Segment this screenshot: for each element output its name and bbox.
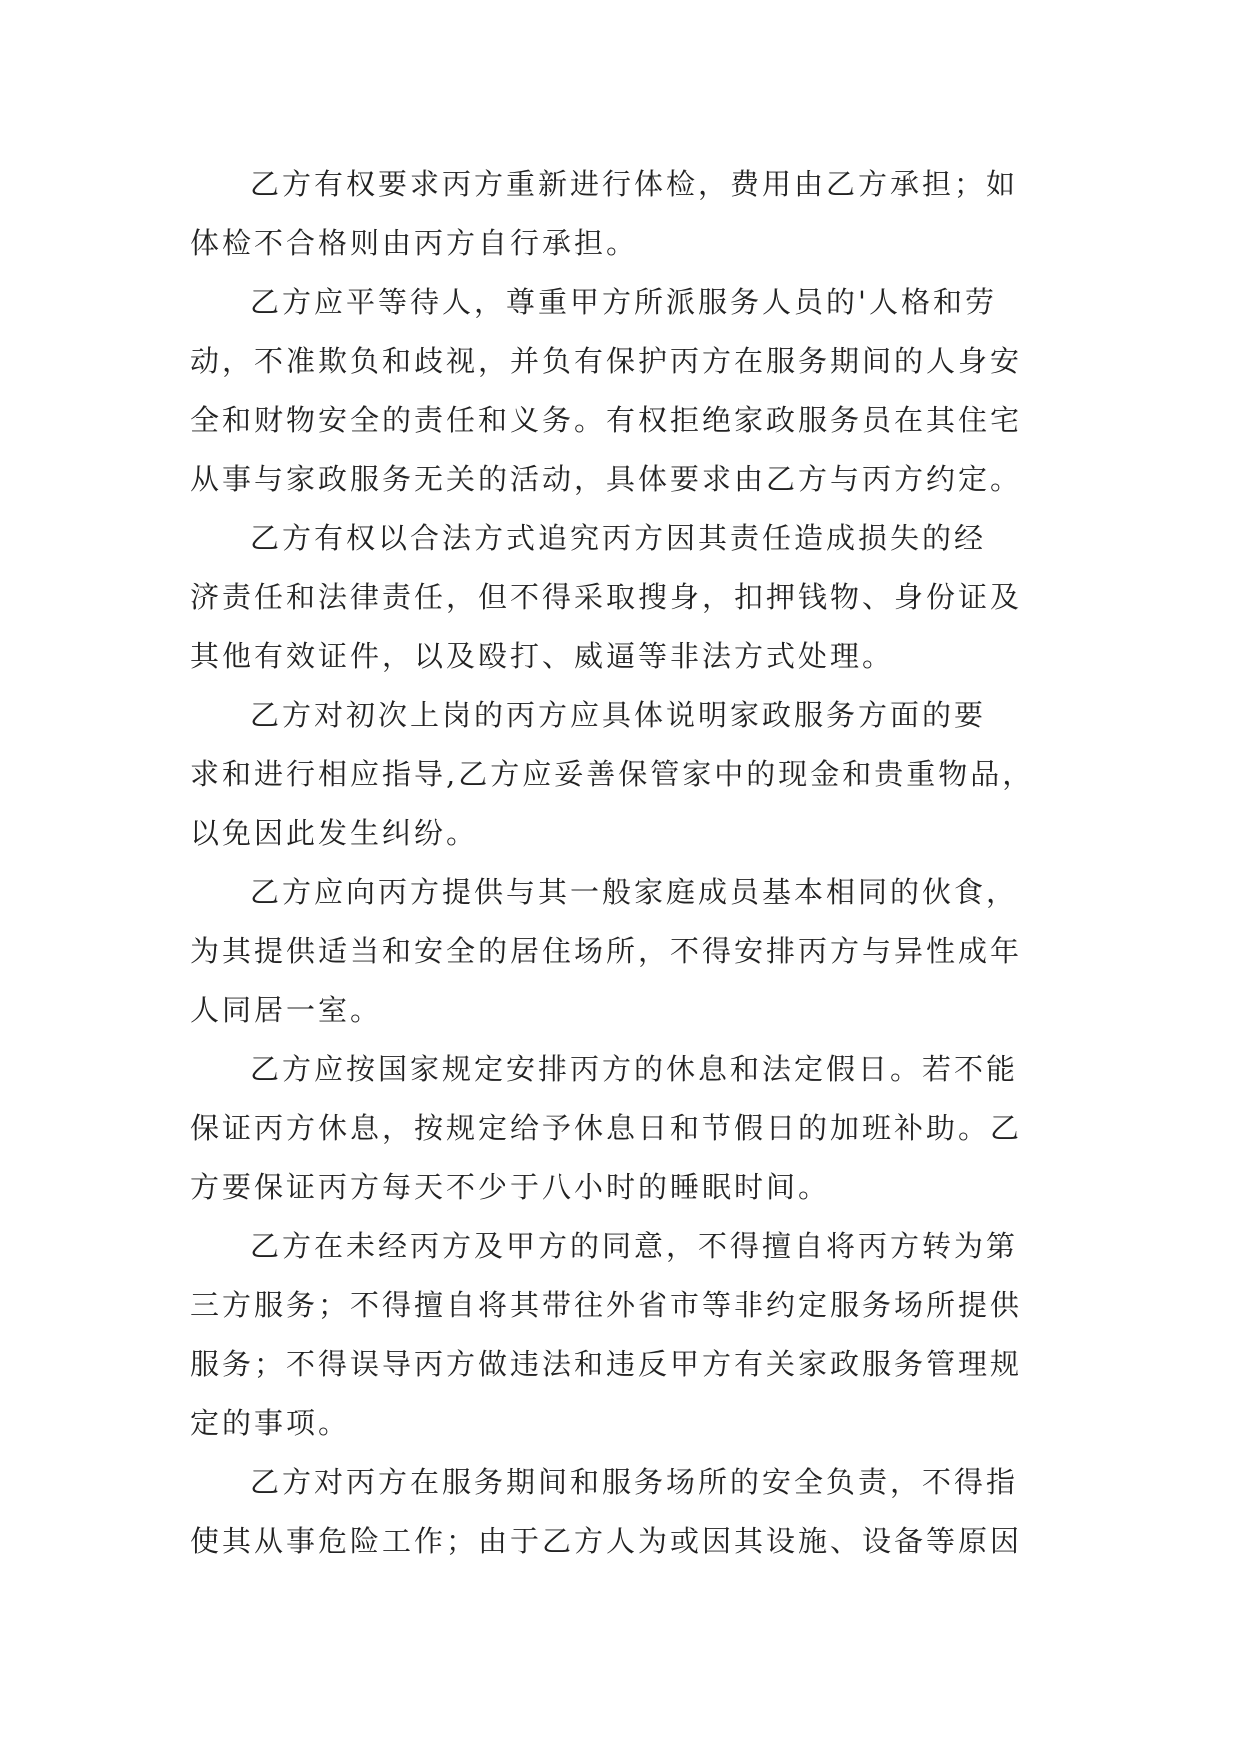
- paragraph-line: 乙方应按国家规定安排丙方的休息和法定假日。若不能: [250, 1052, 1019, 1086]
- paragraph-line: 使其从事危险工作；由于乙方人为或因其设施、设备等原因: [190, 1524, 1023, 1558]
- paragraph-line: 服务；不得误导丙方做违法和违反甲方有关家政服务管理规: [190, 1347, 1023, 1381]
- paragraph-line: 方要保证丙方每天不少于八小时的睡眠时间。: [190, 1170, 831, 1204]
- paragraph-line: 三方服务；不得擅自将其带往外省市等非约定服务场所提供: [190, 1288, 1023, 1322]
- paragraph-7: [190, 1217, 1050, 1453]
- paragraph-line: 动，不准欺负和歧视，并负有保护丙方在服务期间的人身安: [190, 344, 1023, 378]
- paragraph-5: [190, 863, 1050, 1040]
- paragraph-1: [190, 155, 1050, 273]
- paragraph-line: 定的事项。: [190, 1406, 351, 1440]
- paragraph-line: 乙方有权以合法方式追究丙方因其责任造成损失的经: [250, 521, 987, 555]
- paragraph-2: [190, 273, 1050, 509]
- paragraph-line: 乙方有权要求丙方重新进行体检，费用由乙方承担；如: [250, 167, 1019, 201]
- paragraph-line: 求和进行相应指导,乙方应妥善保管家中的现金和贵重物品，: [190, 757, 1035, 791]
- paragraph-line: 其他有效证件，以及殴打、威逼等非法方式处理。: [190, 639, 895, 673]
- paragraph-line: 济责任和法律责任，但不得采取搜身，扣押钱物、身份证及: [190, 580, 1023, 614]
- paragraph-line: 为其提供适当和安全的居住场所，不得安排丙方与异性成年: [190, 934, 1023, 968]
- paragraph-line: 乙方在未经丙方及甲方的同意，不得擅自将丙方转为第: [250, 1229, 1019, 1263]
- paragraph-4: [190, 686, 1050, 863]
- paragraph-line: 人同居一室。: [190, 993, 383, 1027]
- paragraph-line: 全和财物安全的责任和义务。有权拒绝家政服务员在其住宅: [190, 403, 1023, 437]
- paragraph-line: 以免因此发生纠纷。: [190, 816, 479, 850]
- paragraph-line: 从事与家政服务无关的活动，具体要求由乙方与丙方约定。: [190, 462, 1023, 496]
- paragraph-8: [190, 1453, 1050, 1571]
- paragraph-line: 乙方应向丙方提供与其一般家庭成员基本相同的伙食，: [250, 875, 1019, 909]
- paragraph-line: 体检不合格则由丙方自行承担。: [190, 226, 639, 260]
- paragraph-line: 乙方应平等待人，尊重甲方所派服务人员的'人格和劳: [250, 285, 997, 319]
- paragraph-6: [190, 1040, 1050, 1217]
- document-body: [190, 155, 1050, 1571]
- paragraph-line: 乙方对丙方在服务期间和服务场所的安全负责，不得指: [250, 1465, 1019, 1499]
- paragraph-line: 乙方对初次上岗的丙方应具体说明家政服务方面的要: [250, 698, 987, 732]
- paragraph-line: 保证丙方休息，按规定给予休息日和节假日的加班补助。乙: [190, 1111, 1023, 1145]
- paragraph-3: [190, 509, 1050, 686]
